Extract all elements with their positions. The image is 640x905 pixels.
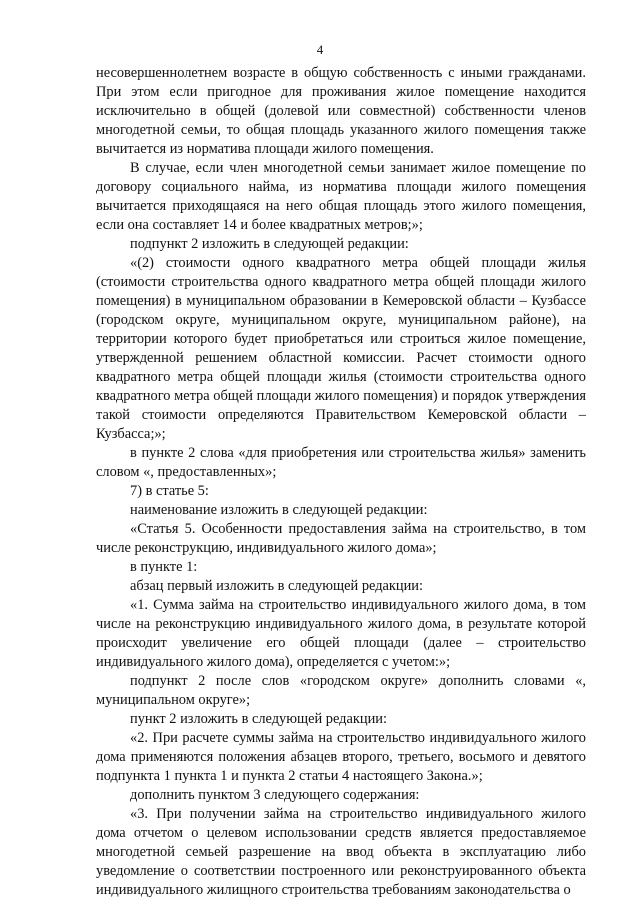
- paragraph-9: в пункте 1:: [130, 559, 198, 575]
- paragraph-8: «Статья 5. Особенности предоставления займа на строительство, в том числе реконструкцию, индивидуального жилого дома»;: [96, 521, 586, 556]
- paragraph-10: абзац первый изложить в следующей редакции:: [130, 578, 424, 594]
- paragraph-15: дополнить пунктом 3 следующего содержания:: [130, 787, 420, 803]
- paragraph-5: в пункте 2 слова «для приобретения или строительства жилья» заменить словом «, предоставленных»;: [96, 445, 586, 480]
- page-number: 4: [316, 42, 324, 57]
- paragraph-1: несовершеннолетнем возрасте в общую собственность с иными гражданами. При этом если пригодное для проживания жилое помещение находится исключительно в общей (долевой или совместной) собственности членов многодетной семьи, то общая площадь указанного жилого помещения также вычитается из норматива площади жилого помещения.: [96, 65, 586, 157]
- paragraph-4: «(2) стоимости одного квадратного метра общей площади жилья (стоимости строительства одного квадратного метра общей площади жилого помещения) в муниципальном образовании в Кемеровской области – Кузбассе (городском округе, муниципальном округе, муниципальном районе), на территории которого будет приобретаться или строиться жилое помещение, утвержденной решением областной комиссии. Расчет стоимости одного квадратного метра общей площади жилья (стоимости строительства одного квадратного метра общей площади жилого помещения) и порядок утверждения такой стоимости определяются Правительством Кемеровской области – Кузбасса;»;: [96, 255, 586, 442]
- paragraph-11: «1. Сумма займа на строительство индивидуального жилого дома, в том числе на реконструкцию индивидуального жилого дома, в результате которой происходит увеличение его общей площади (далее – строительство индивидуального жилого дома), определяется с учетом:»;: [96, 597, 586, 670]
- paragraph-2: В случае, если член многодетной семьи занимает жилое помещение по договору социального найма, из норматива площади жилого помещения вычитается приходящаяся на него общая площадь этого жилого помещения, если она составляет 14 и более квадратных метров;»;: [96, 160, 586, 233]
- paragraph-3: подпункт 2 изложить в следующей редакции:: [130, 236, 409, 252]
- paragraph-14: «2. При расчете суммы займа на строительство индивидуального жилого дома применяются положения абзацев второго, третьего, восьмого и девятого подпункта 1 пункта 1 и пункта 2 статьи 4 настоящего Закона.»;: [96, 730, 586, 784]
- paragraph-12: подпункт 2 после слов «городском округе» дополнить словами «, муниципальном округе»;: [96, 673, 586, 708]
- document-body: [96, 64, 586, 900]
- paragraph-16: «3. При получении займа на строительство индивидуального жилого дома отчетом о целевом использовании средств является предоставляемое многодетной семьей разрешение на ввод объекта в эксплуатацию либо уведомление о соответствии построенного или реконструированного объекта индивидуального жилищного строительства требованиям законодательства о: [96, 806, 586, 898]
- paragraph-6: 7) в статье 5:: [130, 483, 209, 499]
- paragraph-7: наименование изложить в следующей редакции:: [130, 502, 428, 518]
- paragraph-13: пункт 2 изложить в следующей редакции:: [130, 711, 387, 727]
